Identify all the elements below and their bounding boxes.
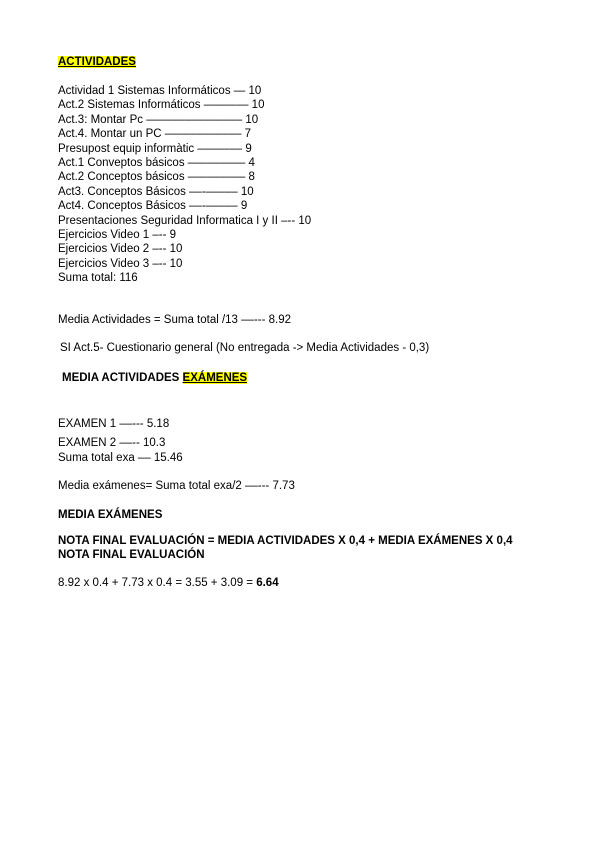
heading-actividades-text: ACTIVIDADES [58,56,136,68]
activity-line: Act.2 Conceptos básicos ––––––––– 8 [58,171,255,184]
suma-total-line: Suma total: 116 [58,272,138,285]
activity-line: Act3. Conceptos Básicos ––-––––– 10 [58,185,254,198]
media-examenes-formula: Media exámenes= Suma total exa/2 ––--- 7.73 [58,480,295,492]
suma-total-exa-line: Suma total exa –– 15.46 [58,452,183,464]
activity-line: Ejercicios Video 3 –-- 10 [58,257,183,270]
nota-final-formula: NOTA FINAL EVALUACIÓN = MEDIA ACTIVIDADES X 0,4 + MEDIA EXÁMENES X 0,4 [58,535,513,547]
activity-line: Actividad 1 Sistemas Informáticos — 10 [58,85,262,97]
final-result: 6.64 [256,577,279,589]
activity-line: Ejercicios Video 2 –-- 10 [58,243,183,256]
activity-line: Act.1 Conveptos básicos ––––––––– 4 [58,157,255,170]
media-actividades-formula: Media Actividades = Suma total /13 ––--- 8.92 [58,314,292,326]
activity-line: Act.4. Montar un PC –––––––––––– 7 [58,128,252,141]
examen-1-line: EXAMEN 1 ––--- 5.18 [58,418,170,430]
heading-media-actividades-examenes [62,372,247,384]
act5-note: SI Act.5- Cuestionario general (No entregada -> Media Actividades - 0,3) [60,342,430,354]
activity-line: Ejercicios Video 1 –-- 9 [58,229,177,242]
heading-examenes-text: EXÁMENES [182,372,248,384]
heading-media-prefix: MEDIA ACTIVIDADES [62,372,183,384]
activity-line: Act.2 Sistemas Informáticos ––––––– 10 [58,99,265,112]
nota-final-heading: NOTA FINAL EVALUACIÓN [58,549,205,561]
heading-media-examenes: MEDIA EXÁMENES [58,509,163,521]
activity-line: Presentaciones Seguridad Informatica I y II –-- 10 [58,214,312,227]
examen-2-line: EXAMEN 2 ––-- 10.3 [58,437,166,449]
final-calculation-text: 8.92 x 0.4 + 7.73 x 0.4 = 3.55 + 3.09 = [58,577,257,589]
activities-list [58,84,311,286]
activity-line: Act.3: Montar Pc ––––––––––––––– 10 [58,113,259,126]
activity-line: Act4. Conceptos Básicos ––-––––– 9 [58,200,248,213]
activity-line: Presupost equip informàtic ––––––– 9 [58,142,252,155]
final-calculation [58,577,279,589]
heading-actividades [58,56,136,68]
